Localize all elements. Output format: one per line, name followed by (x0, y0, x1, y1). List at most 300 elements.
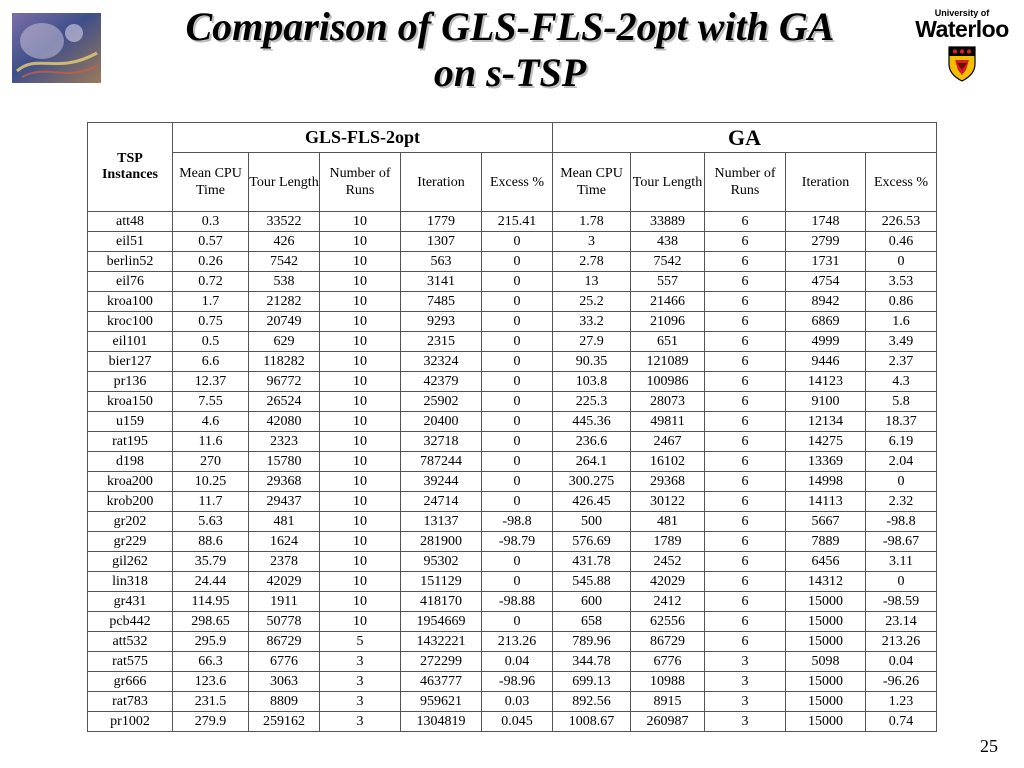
table-cell: 2799 (786, 232, 866, 252)
table-cell: 10 (320, 352, 401, 372)
table-cell: 9100 (786, 392, 866, 412)
table-cell: 6.19 (866, 432, 937, 452)
university-logo-wordmark: Waterloo (915, 16, 1009, 42)
table-cell: 24.44 (173, 572, 249, 592)
table-cell: 10 (320, 412, 401, 432)
table-cell: 0 (482, 252, 553, 272)
table-row (88, 492, 937, 512)
table-cell: 264.1 (553, 452, 631, 472)
left-logo-image (12, 13, 101, 83)
table-cell: 279.9 (173, 712, 249, 732)
table-cell: 16102 (631, 452, 705, 472)
table-cell: 10 (320, 532, 401, 552)
table-cell: 0.04 (482, 652, 553, 672)
table-cell: 21282 (249, 292, 320, 312)
table-cell: 6 (705, 292, 786, 312)
table-cell: 26524 (249, 392, 320, 412)
table-cell: 481 (249, 512, 320, 532)
table-row (88, 272, 937, 292)
table-cell: 29368 (249, 472, 320, 492)
table-cell: 7542 (249, 252, 320, 272)
instance-name-cell: eil101 (88, 332, 173, 352)
table-cell: 24714 (401, 492, 482, 512)
header-gls-number-of-runs: Number of Runs (320, 153, 401, 212)
table-cell: -98.79 (482, 532, 553, 552)
table-cell: 0.045 (482, 712, 553, 732)
table-cell: 563 (401, 252, 482, 272)
header-ga-mean-cpu-time: Mean CPU Time (553, 153, 631, 212)
table-row (88, 612, 937, 632)
header-ga-iteration: Iteration (786, 153, 866, 212)
table-cell: 10 (320, 312, 401, 332)
table-cell: 10 (320, 372, 401, 392)
table-cell: 0 (482, 372, 553, 392)
table-cell: 21096 (631, 312, 705, 332)
table-cell: 545.88 (553, 572, 631, 592)
table-cell: 6 (705, 592, 786, 612)
table-cell: 95302 (401, 552, 482, 572)
table-cell: 600 (553, 592, 631, 612)
instance-name-cell: krob200 (88, 492, 173, 512)
table-cell: 1.7 (173, 292, 249, 312)
table-cell: 6 (705, 492, 786, 512)
table-cell: 6776 (631, 652, 705, 672)
table-cell: 11.7 (173, 492, 249, 512)
instance-name-cell: bier127 (88, 352, 173, 372)
table-cell: 118282 (249, 352, 320, 372)
table-cell: 2323 (249, 432, 320, 452)
table-cell: 0.72 (173, 272, 249, 292)
table-row (88, 252, 937, 272)
table-cell: 6 (705, 512, 786, 532)
table-cell: 0.75 (173, 312, 249, 332)
table-cell: 272299 (401, 652, 482, 672)
table-cell: 114.95 (173, 592, 249, 612)
instance-name-cell: pr136 (88, 372, 173, 392)
table-cell: 4.6 (173, 412, 249, 432)
table-row (88, 392, 937, 412)
table-cell: 959621 (401, 692, 482, 712)
table-cell: 1432221 (401, 632, 482, 652)
table-cell: 629 (249, 332, 320, 352)
table-cell: 15780 (249, 452, 320, 472)
table-cell: 0 (482, 392, 553, 412)
table-cell: 86729 (249, 632, 320, 652)
table-cell: 10 (320, 492, 401, 512)
table-cell: 10 (320, 252, 401, 272)
instance-name-cell: att532 (88, 632, 173, 652)
table-cell: 9446 (786, 352, 866, 372)
table-cell: 42029 (249, 572, 320, 592)
instance-name-cell: eil76 (88, 272, 173, 292)
table-cell: 0 (482, 272, 553, 292)
table-cell: 0.03 (482, 692, 553, 712)
table-cell: 96772 (249, 372, 320, 392)
table-cell: -98.8 (482, 512, 553, 532)
instance-name-cell: pr1002 (88, 712, 173, 732)
table-cell: 0 (482, 352, 553, 372)
table-cell: 6 (705, 552, 786, 572)
results-table (87, 122, 937, 732)
table-cell: 15000 (786, 712, 866, 732)
table-cell: 90.35 (553, 352, 631, 372)
table-row (88, 372, 937, 392)
table-cell: 28073 (631, 392, 705, 412)
table-cell: 27.9 (553, 332, 631, 352)
table-cell: 121089 (631, 352, 705, 372)
table-cell: 1789 (631, 532, 705, 552)
table-cell: 300.275 (553, 472, 631, 492)
table-cell: 8942 (786, 292, 866, 312)
table-cell: 35.79 (173, 552, 249, 572)
table-cell: 418170 (401, 592, 482, 612)
table-cell: 2412 (631, 592, 705, 612)
table-cell: 298.65 (173, 612, 249, 632)
table-cell: 0.46 (866, 232, 937, 252)
table-cell: 2467 (631, 432, 705, 452)
table-cell: 50778 (249, 612, 320, 632)
table-cell: 0.26 (173, 252, 249, 272)
table-cell: 3.53 (866, 272, 937, 292)
table-cell: 426.45 (553, 492, 631, 512)
header-gls-tour-length: Tour Length (249, 153, 320, 212)
table-cell: 33522 (249, 212, 320, 232)
table-cell: 18.37 (866, 412, 937, 432)
table-cell: 231.5 (173, 692, 249, 712)
table-cell: -98.88 (482, 592, 553, 612)
table-cell: 13 (553, 272, 631, 292)
table-cell: 15000 (786, 692, 866, 712)
instance-name-cell: kroc100 (88, 312, 173, 332)
table-cell: 3 (320, 692, 401, 712)
table-cell: 15000 (786, 632, 866, 652)
table-cell: 10 (320, 552, 401, 572)
header-group-ga: GA (553, 123, 937, 153)
table-cell: 7.55 (173, 392, 249, 412)
table-cell: 49811 (631, 412, 705, 432)
table-row (88, 652, 937, 672)
table-cell: 6 (705, 632, 786, 652)
table-cell: 7889 (786, 532, 866, 552)
table-cell: 0 (482, 612, 553, 632)
table-row (88, 212, 937, 232)
table-cell: 6 (705, 412, 786, 432)
table-cell: 0 (482, 292, 553, 312)
table-cell: 10 (320, 332, 401, 352)
table-cell: 3 (320, 652, 401, 672)
table-cell: 6 (705, 232, 786, 252)
table-cell: -98.96 (482, 672, 553, 692)
table-cell: 1304819 (401, 712, 482, 732)
table-cell: 10 (320, 472, 401, 492)
table-cell: 6776 (249, 652, 320, 672)
table-cell: 6 (705, 352, 786, 372)
table-cell: 86729 (631, 632, 705, 652)
table-row (88, 352, 937, 372)
table-cell: 3.49 (866, 332, 937, 352)
table-cell: 0.57 (173, 232, 249, 252)
instance-name-cell: eil51 (88, 232, 173, 252)
table-row (88, 532, 937, 552)
instance-name-cell: kroa150 (88, 392, 173, 412)
table-cell: 4754 (786, 272, 866, 292)
page-number: 25 (980, 736, 998, 756)
table-cell: 32324 (401, 352, 482, 372)
table-cell: 3141 (401, 272, 482, 292)
table-cell: 42379 (401, 372, 482, 392)
table-cell: 5 (320, 632, 401, 652)
table-cell: 29368 (631, 472, 705, 492)
table-cell: 213.26 (482, 632, 553, 652)
table-row (88, 232, 937, 252)
table-cell: 13137 (401, 512, 482, 532)
table-cell: 213.26 (866, 632, 937, 652)
table-cell: 6.6 (173, 352, 249, 372)
table-cell: 0 (482, 472, 553, 492)
header-gls-excess: Excess % (482, 153, 553, 212)
table-cell: 6 (705, 252, 786, 272)
table-row (88, 412, 937, 432)
table-cell: 62556 (631, 612, 705, 632)
table-row (88, 432, 937, 452)
table-cell: 9293 (401, 312, 482, 332)
table-cell: 123.6 (173, 672, 249, 692)
table-cell: 13369 (786, 452, 866, 472)
slide-title-line-1: Comparison of GLS-FLS-2opt with GA (185, 4, 835, 49)
table-cell: 103.8 (553, 372, 631, 392)
table-cell: 14275 (786, 432, 866, 452)
table-cell: 6 (705, 332, 786, 352)
table-cell: 10 (320, 272, 401, 292)
table-cell: 151129 (401, 572, 482, 592)
table-row (88, 472, 937, 492)
table-cell: 0 (482, 312, 553, 332)
table-cell: 0 (482, 572, 553, 592)
table-cell: 10.25 (173, 472, 249, 492)
table-cell: 481 (631, 512, 705, 532)
table-cell: 2.32 (866, 492, 937, 512)
table-cell: 500 (553, 512, 631, 532)
table-cell: 225.3 (553, 392, 631, 412)
table-cell: 23.14 (866, 612, 937, 632)
table-row (88, 312, 937, 332)
table-cell: 14998 (786, 472, 866, 492)
table-cell: 21466 (631, 292, 705, 312)
table-cell: 6 (705, 272, 786, 292)
instance-name-cell: gr202 (88, 512, 173, 532)
table-row (88, 512, 937, 532)
table-cell: 10 (320, 572, 401, 592)
table-cell: 892.56 (553, 692, 631, 712)
table-cell: 6 (705, 392, 786, 412)
table-cell: 10 (320, 592, 401, 612)
table-cell: 2.04 (866, 452, 937, 472)
table-cell: 1.78 (553, 212, 631, 232)
table-cell: 431.78 (553, 552, 631, 572)
table-cell: 2.78 (553, 252, 631, 272)
table-cell: 15000 (786, 672, 866, 692)
table-cell: 20400 (401, 412, 482, 432)
table-cell: 1779 (401, 212, 482, 232)
table-cell: 445.36 (553, 412, 631, 432)
instance-name-cell: gr431 (88, 592, 173, 612)
table-cell: 236.6 (553, 432, 631, 452)
table-cell: 6 (705, 432, 786, 452)
table-cell: 8915 (631, 692, 705, 712)
table-cell: 259162 (249, 712, 320, 732)
instance-name-cell: att48 (88, 212, 173, 232)
table-cell: 270 (173, 452, 249, 472)
table-cell: 0 (482, 552, 553, 572)
table-cell: 6 (705, 312, 786, 332)
table-cell: 3063 (249, 672, 320, 692)
table-cell: 260987 (631, 712, 705, 732)
table-cell: 3 (320, 672, 401, 692)
table-row (88, 632, 937, 652)
instance-name-cell: gil262 (88, 552, 173, 572)
university-logo (912, 8, 1022, 88)
table-cell: 658 (553, 612, 631, 632)
results-table-body (88, 212, 937, 732)
table-cell: 0 (482, 412, 553, 432)
instance-name-cell: kroa100 (88, 292, 173, 312)
table-cell: 3 (553, 232, 631, 252)
table-cell: 3.11 (866, 552, 937, 572)
table-cell: 426 (249, 232, 320, 252)
table-cell: 10 (320, 432, 401, 452)
table-cell: -98.67 (866, 532, 937, 552)
table-cell: 5098 (786, 652, 866, 672)
table-cell: 42080 (249, 412, 320, 432)
table-cell: 14123 (786, 372, 866, 392)
table-row (88, 552, 937, 572)
table-cell: 463777 (401, 672, 482, 692)
table-cell: 32718 (401, 432, 482, 452)
table-row (88, 452, 937, 472)
instance-name-cell: gr666 (88, 672, 173, 692)
table-cell: 787244 (401, 452, 482, 472)
table-cell: 6 (705, 452, 786, 472)
table-cell: 1.23 (866, 692, 937, 712)
table-cell: 344.78 (553, 652, 631, 672)
table-cell: 0.86 (866, 292, 937, 312)
table-cell: 1624 (249, 532, 320, 552)
table-cell: 25902 (401, 392, 482, 412)
table-cell: 5.8 (866, 392, 937, 412)
table-cell: 215.41 (482, 212, 553, 232)
table-cell: 100986 (631, 372, 705, 392)
table-cell: -96.26 (866, 672, 937, 692)
header-ga-excess: Excess % (866, 153, 937, 212)
table-cell: 11.6 (173, 432, 249, 452)
header-ga-tour-length: Tour Length (631, 153, 705, 212)
table-cell: 0 (482, 492, 553, 512)
table-cell: 10 (320, 392, 401, 412)
table-cell: 789.96 (553, 632, 631, 652)
table-cell: 10 (320, 212, 401, 232)
table-cell: 10988 (631, 672, 705, 692)
table-cell: 0 (866, 252, 937, 272)
table-cell: 5667 (786, 512, 866, 532)
table-cell: 5.63 (173, 512, 249, 532)
table-cell: 6456 (786, 552, 866, 572)
table-cell: 226.53 (866, 212, 937, 232)
table-cell: 0.5 (173, 332, 249, 352)
table-cell: 42029 (631, 572, 705, 592)
university-logo-small-text: University of (934, 8, 990, 18)
slide-title (110, 4, 910, 96)
table-cell: 7542 (631, 252, 705, 272)
table-cell: 10 (320, 512, 401, 532)
table-cell: 0 (482, 332, 553, 352)
table-cell: 6 (705, 572, 786, 592)
table-cell: 8809 (249, 692, 320, 712)
table-cell: 438 (631, 232, 705, 252)
table-row (88, 672, 937, 692)
table-cell: 2452 (631, 552, 705, 572)
shield-icon (948, 46, 976, 82)
table-cell: 29437 (249, 492, 320, 512)
table-cell: 3 (705, 672, 786, 692)
table-cell: 10 (320, 292, 401, 312)
table-cell: 6 (705, 472, 786, 492)
table-cell: 30122 (631, 492, 705, 512)
instance-name-cell: rat783 (88, 692, 173, 712)
table-cell: 699.13 (553, 672, 631, 692)
table-cell: 651 (631, 332, 705, 352)
table-cell: 15000 (786, 592, 866, 612)
table-cell: 0.3 (173, 212, 249, 232)
table-cell: 66.3 (173, 652, 249, 672)
table-cell: 39244 (401, 472, 482, 492)
table-cell: 0 (482, 452, 553, 472)
table-cell: 25.2 (553, 292, 631, 312)
table-row (88, 592, 937, 612)
table-cell: 14312 (786, 572, 866, 592)
results-table-container (87, 122, 937, 732)
header-gls-iteration: Iteration (401, 153, 482, 212)
table-cell: 6869 (786, 312, 866, 332)
table-cell: 1.6 (866, 312, 937, 332)
table-cell: 2.37 (866, 352, 937, 372)
instance-name-cell: lin318 (88, 572, 173, 592)
table-cell: 1307 (401, 232, 482, 252)
table-cell: 0.74 (866, 712, 937, 732)
table-cell: 3 (705, 692, 786, 712)
table-cell: 0 (482, 232, 553, 252)
table-cell: 0 (866, 472, 937, 492)
table-cell: 0.04 (866, 652, 937, 672)
instance-name-cell: rat575 (88, 652, 173, 672)
table-cell: 3 (320, 712, 401, 732)
table-row (88, 572, 937, 592)
table-cell: 14113 (786, 492, 866, 512)
instance-name-cell: rat195 (88, 432, 173, 452)
table-cell: 576.69 (553, 532, 631, 552)
table-cell: 281900 (401, 532, 482, 552)
table-cell: 6 (705, 612, 786, 632)
table-cell: 538 (249, 272, 320, 292)
table-row (88, 332, 937, 352)
table-cell: 3 (705, 712, 786, 732)
table-cell: 12.37 (173, 372, 249, 392)
header-ga-number-of-runs: Number of Runs (705, 153, 786, 212)
table-cell: 6 (705, 212, 786, 232)
table-cell: 6 (705, 372, 786, 392)
table-cell: 557 (631, 272, 705, 292)
instance-name-cell: pcb442 (88, 612, 173, 632)
table-cell: 1731 (786, 252, 866, 272)
